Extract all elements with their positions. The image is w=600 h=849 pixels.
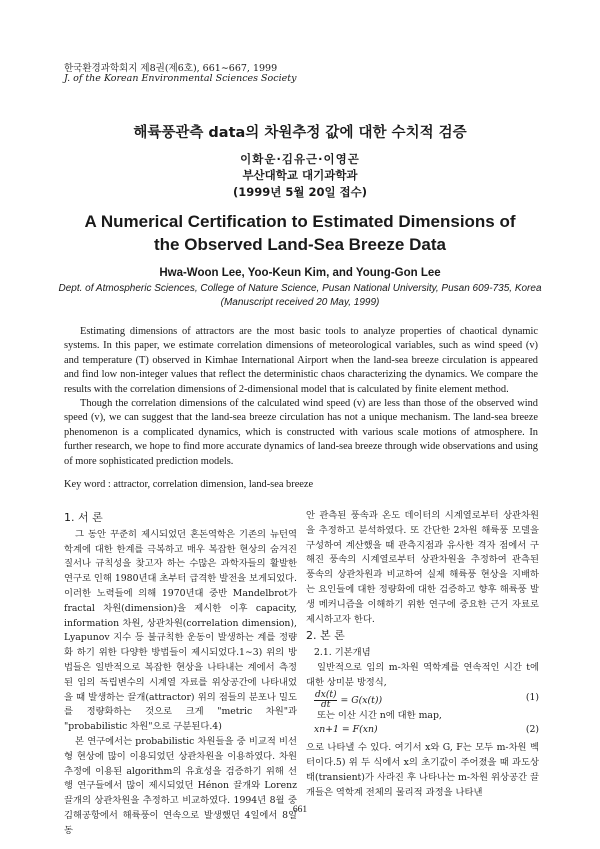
body-paragraph: 또는 이산 시간 n에 대한 map, [317,709,442,721]
journal-citation-en: J. of the Korean Environmental Sciences Society [64,73,297,84]
abstract-paragraph-1: Estimating dimensions of attractors are the most basic tools to analyze properties of chaotical dynamic systems. In this paper, we estimate correlation dimensions of meteorological variables, such as wind speed (v) and temperature (T) observed in Kimhae International Airport when the land-sea breeze circulation is appeared and find low non-integer values that reflect the deterministic chaos characterizing the dynamics. We compare the results with the correlation dimensions of 2-dimensional model that is calculated by finite element method. [64,326,538,395]
equation-1-fraction [314,691,337,710]
section-heading-introduction: 1. 서 론 [64,511,103,524]
title-english-line1: A Numerical Certification to Estimated Dimensions of [84,212,516,231]
abstract [64,325,538,469]
equation-2-body: xn+1 = F(xn) [314,724,378,736]
body-paragraph: 일반적으로 임의 m-차원 역학계를 연속적인 시간 t에 대한 상미분 방정식, [306,661,539,688]
abstract-paragraph-2: Though the correlation dimensions of the calculated wind speed (v) are less than those of the observed wind speed (v), we can suggest that the land-sea breeze circulation has not a unique mechanism. The land-sea breeze phenomenon is a complicated dynamics, which is constructed with various scale motions of atmosphere. In further research, we hope to find more accurate dynamics of land-sea breeze through wide observations and using of more sophisticated prediction models. [64,398,538,467]
body-paragraph: 그 동안 꾸준히 제시되었던 혼돈역학은 기존의 뉴턴역학계에 대한 한계를 극복하고 매우 복잡한 현상의 숨겨진 질서나 규칙성을 찾고자 하는 수많은 과학자들의 활발한 연구로 인해 1980년대 초부터 급격한 발전을 보게되었다. 이러한 노력들에 의해 1970년대 중반 Mandelbrot가 fractal 차원(dimension)을 제시한 이후 capacity, information 차원, 상관차원(correlation dimension), Lyapunov 지수 등 불규칙한 운동이 발생하는 계를 정량화 하기 위한 다양한 방법들이 제시되었다.1∼3) 위의 방법들은 일반적으로 복잡한 현상을 나타내는 계에서 측정된 임의 독립변수의 시계열 자료를 위상공간에 나타내었을 때 발생하는 끌개(attractor) 위의 점들의 분포나 밀도를 정량화하는 것으로 크게 "metric 차원"과 "probabilistic 차원"으로 구분된다.4) [64,528,297,733]
equation-1-rhs: = G(x(t)) [340,694,383,706]
affiliation-english: Dept. of Atmospheric Sciences, College of Nature Science, Pusan National University, Pusan 609-735, Korea [58,283,542,294]
equation-1 [306,691,539,709]
title-korean: 해륙풍관측 data의 차원추정 값에 대한 수치적 검증 [133,125,467,141]
body-column-left [64,509,297,839]
affiliation-korean: 부산대학교 대기과학과 [242,168,358,182]
keywords: Key word : attractor, correlation dimension, land-sea breeze [64,479,314,490]
section-heading-main: 2. 본 론 [306,629,345,643]
authors-korean: 이화운·김유근·이영곤 [240,152,360,166]
received-date-english: (Manuscript received 20 May, 1999) [220,297,380,308]
body-paragraph: 으로 나타낼 수 있다. 여기서 x와 G, F는 모두 m-차원 벡터이다.5) 위 두 식에서 x의 초기값이 주어졌을 때 과도상태(transient)가 사라진 후 나타나는 m-차원 위상공간 끌개들은 역학계 전체의 물리적 과정을 나타낸 [306,742,539,798]
received-date-korean: (1999년 5월 20일 접수) [232,185,368,199]
title-english [0,210,600,256]
equation-1-denominator: dt [321,699,331,710]
equation-1-numerator: dx(t) [315,689,337,700]
equation-1-label: (1) [525,691,539,703]
authors-english: Hwa-Woon Lee, Yoo-Keun Kim, and Young-Gon Lee [159,267,441,279]
title-english-line2: the Observed Land-Sea Breeze Data [154,235,446,254]
body-column-right [306,509,539,801]
equation-2-label: (2) [525,724,539,736]
body-paragraph: 안 관측된 풍속과 온도 데이터의 시계열로부터 상관차원을 추정하고 분석하였다. 또 간단한 2차원 해륙풍 모델을 구성하여 계산했을 때 관측지점과 유사한 격자 점에서 구해진 풍속의 시계열로부터 상관차원을 추정하여 관측된 풍속의 상관차원과 비교하여 실제 해륙풍 현상을 지배하는 요인들에 대한 정량화에 대한 검증하고 향후 해륙풍 발생 메커니즘을 이해하기 위한 연구에 중요한 근거 자료로 제시하고자 한다. [306,510,539,625]
subsection-heading: 2.1. 기본개념 [314,647,371,659]
equation-2 [306,723,539,741]
page-number: 661 [292,805,308,815]
journal-citation-ko: 한국환경과학회지 제8권(제6호), 661∼667, 1999 [64,63,278,74]
body-paragraph: 본 연구에서는 probabilistic 차원들을 중 비교적 비선형 현상에 많이 이용되었던 상관차원을 이용하였다. 차원추정에 이용된 algorithm의 유효성을 검증하기 위해 선행 연구들에서 많이 제시되었던 Hénon 끌개와 Lorenz 끌개의 상관차원을 추정하고 비교하였다. 1994년 8월 중 김해공항에서 해륙풍이 연속으로 발생했던 4일에서 8일 동 [64,735,297,836]
